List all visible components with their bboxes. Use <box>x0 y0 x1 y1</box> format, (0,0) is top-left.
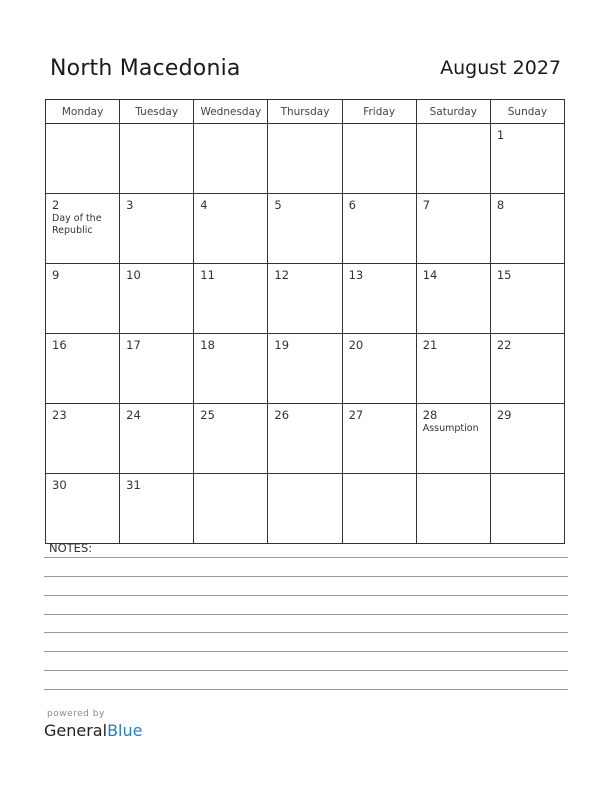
day-cell <box>416 194 490 264</box>
country-title: North Macedonia <box>50 56 241 81</box>
day-cell <box>268 194 342 264</box>
day-cell <box>268 264 342 334</box>
day-number: 3 <box>126 198 134 212</box>
day-number: 12 <box>274 268 290 282</box>
day-cell <box>46 264 120 334</box>
day-number: 20 <box>348 338 364 352</box>
day-number: 19 <box>274 338 290 352</box>
day-cell <box>194 264 268 334</box>
weekday-thursday: Thursday <box>268 100 342 124</box>
empty-day-cell <box>268 124 342 194</box>
day-number: 14 <box>422 268 438 282</box>
calendar-week-row <box>46 264 565 334</box>
day-cell <box>490 334 564 404</box>
day-cell <box>342 194 416 264</box>
note-line <box>44 632 568 633</box>
day-cell <box>342 264 416 334</box>
day-number: 21 <box>422 338 438 352</box>
empty-day-cell <box>490 474 564 544</box>
day-number: 4 <box>200 198 208 212</box>
day-cell <box>46 404 120 474</box>
empty-day-cell <box>194 474 268 544</box>
day-number: 11 <box>200 268 215 282</box>
day-number: 18 <box>200 338 215 352</box>
day-cell <box>120 404 194 474</box>
day-cell <box>342 404 416 474</box>
day-number: 6 <box>348 198 356 212</box>
empty-day-cell <box>416 124 490 194</box>
day-cell <box>120 334 194 404</box>
powered-by-text: powered by <box>47 709 105 719</box>
weekday-saturday: Saturday <box>416 100 490 124</box>
day-number: 13 <box>348 268 364 282</box>
empty-day-cell <box>268 474 342 544</box>
day-number: 30 <box>52 478 67 492</box>
day-number: 28 <box>422 408 438 422</box>
weekday-monday: Monday <box>46 100 120 124</box>
day-cell <box>268 334 342 404</box>
holiday-label: Assumption <box>422 423 479 434</box>
day-cell <box>342 334 416 404</box>
weekday-header-row <box>46 100 565 124</box>
brand-logo[interactable] <box>44 721 142 740</box>
day-number: 15 <box>496 268 512 282</box>
day-number: 24 <box>126 408 141 422</box>
month-title: August 2027 <box>440 57 561 79</box>
day-cell <box>490 194 564 264</box>
day-number: 16 <box>52 338 67 352</box>
day-number: 29 <box>496 408 512 422</box>
holiday-label: Day of the Republic <box>52 213 102 236</box>
empty-day-cell <box>194 124 268 194</box>
day-cell <box>416 334 490 404</box>
empty-day-cell <box>342 124 416 194</box>
day-cell <box>416 264 490 334</box>
day-number: 22 <box>496 338 512 352</box>
empty-day-cell <box>120 124 194 194</box>
weekday-friday: Friday <box>342 100 416 124</box>
day-cell <box>120 474 194 544</box>
day-cell <box>194 404 268 474</box>
day-number: 25 <box>200 408 215 422</box>
brand-blue: Blue <box>107 721 143 740</box>
day-cell <box>194 194 268 264</box>
day-cell <box>194 334 268 404</box>
empty-day-cell <box>416 474 490 544</box>
note-line <box>44 595 568 596</box>
day-cell <box>46 474 120 544</box>
day-cell <box>46 334 120 404</box>
note-line <box>44 557 568 558</box>
weekday-tuesday: Tuesday <box>120 100 194 124</box>
empty-day-cell <box>46 124 120 194</box>
day-cell <box>120 264 194 334</box>
note-line <box>44 651 568 652</box>
day-number: 31 <box>126 478 141 492</box>
day-cell <box>490 124 564 194</box>
weekday-wednesday: Wednesday <box>194 100 268 124</box>
day-number: 27 <box>348 408 364 422</box>
day-cell <box>490 264 564 334</box>
calendar-week-row <box>46 404 565 474</box>
day-cell <box>120 194 194 264</box>
day-number: 17 <box>126 338 141 352</box>
note-line <box>44 689 568 690</box>
day-number: 1 <box>496 128 505 142</box>
day-number: 23 <box>52 408 67 422</box>
note-line <box>44 614 568 615</box>
day-number: 2 <box>52 198 60 212</box>
calendar-grid <box>45 99 565 544</box>
brand-general: General <box>44 721 108 740</box>
note-line <box>44 670 568 671</box>
day-cell <box>490 404 564 474</box>
notes-label: NOTES: <box>49 541 93 555</box>
note-line <box>44 576 568 577</box>
calendar-week-row <box>46 194 565 264</box>
calendar-week-row <box>46 474 565 544</box>
day-cell <box>268 404 342 474</box>
day-number: 9 <box>52 268 60 282</box>
day-number: 26 <box>274 408 290 422</box>
empty-day-cell <box>342 474 416 544</box>
day-cell <box>46 194 120 264</box>
day-number: 7 <box>422 198 431 212</box>
calendar-week-row <box>46 124 565 194</box>
day-number: 10 <box>126 268 141 282</box>
day-number: 5 <box>274 198 282 212</box>
day-cell <box>416 404 490 474</box>
day-number: 8 <box>496 198 505 212</box>
weekday-sunday: Sunday <box>490 100 564 124</box>
calendar-week-row <box>46 334 565 404</box>
